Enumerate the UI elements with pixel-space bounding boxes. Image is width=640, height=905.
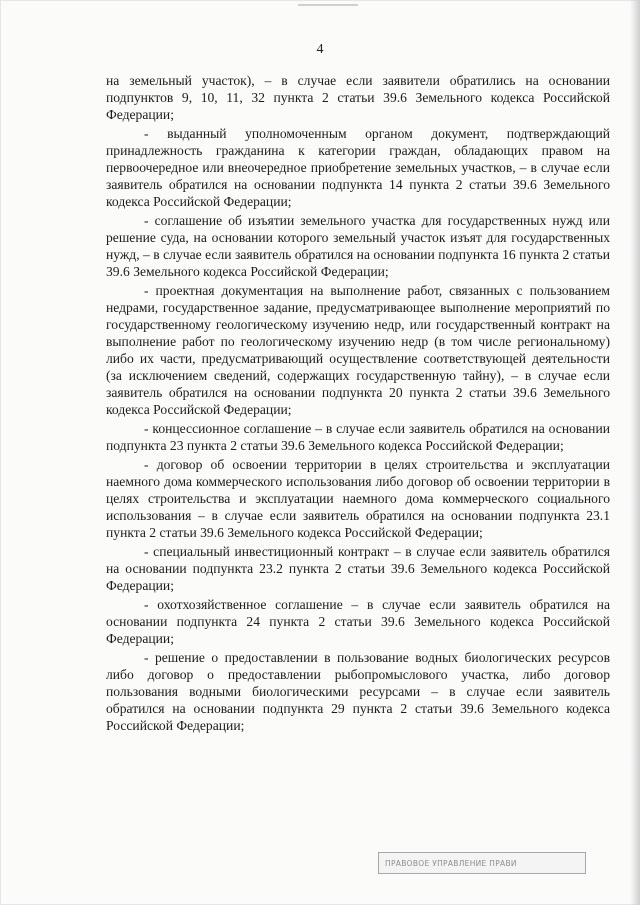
list-item: - проектная документация на выполнение работ, связанных с пользованием недрами, государственное задание, предусматривающее выполнение мероприятий по государственному геологическому изучению недр, или государственный контракт на выполнение работ по геологическому изучению недр (в том числе региональному) либо их части, предусматривающий осуществление соответствующей деятельности (за исключением сведений, содержащих государственную тайну), – в случае если заявитель обратился на основании подпункта 20 пункта 2 статьи 39.6 Земельного кодекса Российской Федерации;	[106, 283, 610, 417]
document-body	[106, 72, 610, 736]
list-item: - решение о предоставлении в пользование водных биологических ресурсов либо договор о предоставлении рыбопромыслового участка, либо договор пользования водными биологическими ресурсами – в случае если заявитель обратился на основании подпункта 29 пункта 2 статьи 39.6 Земельного кодекса Российской Федерации;	[106, 650, 610, 733]
page-number: 4	[316, 42, 324, 57]
scan-edge-shadow	[630, 0, 640, 905]
list-item: - выданный уполномоченным органом документ, подтверждающий принадлежность гражданина к категории граждан, обладающих правом на первоочередное или внеочередное приобретение земельных участков, – в случае если заявитель обратился на основании подпункта 14 пункта 2 статьи 39.6 Земельного кодекса Российской Федерации;	[106, 126, 610, 209]
list-item: - концессионное соглашение – в случае если заявитель обратился на основании подпункта 23 пункта 2 статьи 39.6 Земельного кодекса Российской Федерации;	[106, 421, 610, 453]
list-item: - охотхозяйственное соглашение – в случае если заявитель обратился на основании подпункта 24 пункта 2 статьи 39.6 Земельного кодекса Российской Федерации;	[106, 597, 610, 646]
scan-artifact	[298, 4, 358, 6]
list-item: - соглашение об изъятии земельного участка для государственных нужд или решение суда, на основании которого земельный участок изъят для государственных нужд, – в случае если заявитель обратился на основании подпункта 16 пункта 2 статьи 39.6 Земельного кодекса Российской Федерации;	[106, 213, 610, 279]
paragraph-continuation: на земельный участок), – в случае если заявители обратились на основании подпунктов 9, 10, 11, 32 пункта 2 статьи 39.6 Земельного кодекса Российской Федерации;	[106, 73, 610, 122]
legal-department-stamp	[378, 852, 586, 874]
list-item: - договор об освоении территории в целях строительства и эксплуатации наемного дома коммерческого использования либо договор об освоении территории в целях строительства и эксплуатации наемного дома коммерческого социального использования – в случае если заявитель обратился на основании подпункта 23.1 пункта 2 статьи 39.6 Земельного кодекса Российской Федерации;	[106, 457, 610, 540]
list-item: - специальный инвестиционный контракт – в случае если заявитель обратился на основании подпункта 23.2 пункта 2 статьи 39.6 Земельного кодекса Российской Федерации;	[106, 544, 610, 593]
stamp-text: ПРАВОВОЕ УПРАВЛЕНИЕ ПРАВИ	[385, 858, 517, 868]
